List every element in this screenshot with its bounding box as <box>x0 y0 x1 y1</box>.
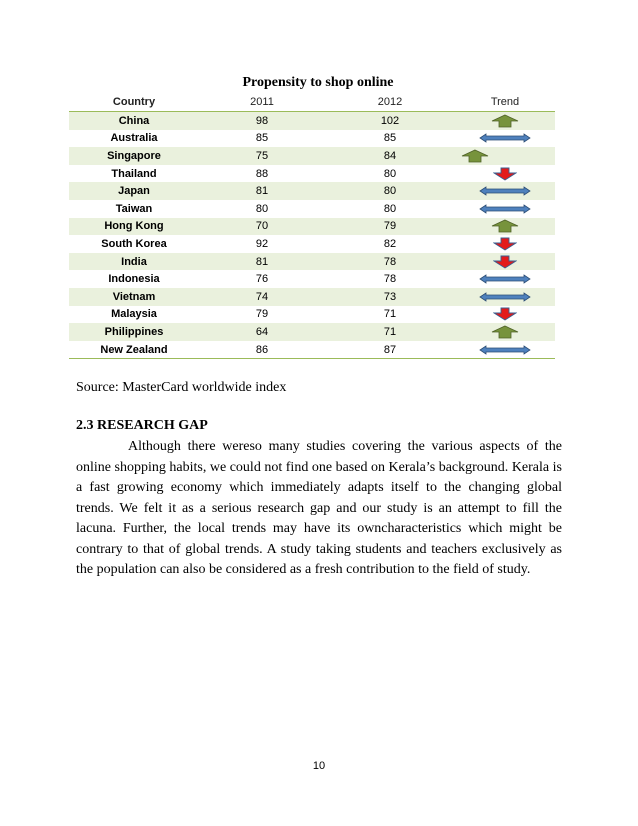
value-2012-cell: 87 <box>325 341 455 359</box>
value-2011-cell: 98 <box>199 112 325 130</box>
value-2012-cell: 85 <box>383 132 397 145</box>
trend-cell <box>455 270 555 288</box>
trend-cell <box>455 130 555 148</box>
value-2011-cell: 81 <box>199 182 325 200</box>
trend-up-icon <box>461 149 489 163</box>
table-body <box>69 112 555 359</box>
table-row <box>69 235 555 253</box>
trend-up-icon <box>491 219 519 233</box>
trend-down-icon <box>493 167 517 181</box>
country-cell: Taiwan <box>115 202 153 215</box>
value-2011-cell: 80 <box>255 202 269 215</box>
trend-cell <box>455 112 555 130</box>
trend-cell <box>455 218 555 236</box>
table-row <box>69 112 555 130</box>
table-row <box>69 182 555 200</box>
table-row <box>69 130 555 148</box>
value-2011-cell: 85 <box>255 132 269 145</box>
trend-cell <box>455 306 555 324</box>
section-heading: 2.3 RESEARCH GAP <box>76 418 208 433</box>
trend-cell <box>455 341 555 359</box>
table-row <box>69 323 555 341</box>
trend-down-icon <box>493 255 517 269</box>
country-cell: India <box>69 253 199 271</box>
value-2011-cell: 79 <box>255 308 269 321</box>
value-2011-cell: 86 <box>199 341 325 359</box>
trend-flat-icon <box>479 204 531 214</box>
table-row <box>69 253 555 271</box>
header-trend: Trend <box>455 92 555 112</box>
trend-up-icon <box>491 114 519 128</box>
country-cell: Japan <box>69 182 199 200</box>
value-2011-cell: 92 <box>255 237 269 250</box>
table-title: Propensity to shop online <box>242 75 394 90</box>
header-2012: 2012 <box>325 92 455 112</box>
table-row <box>69 165 555 183</box>
trend-cell <box>455 182 555 200</box>
value-2012-cell: 78 <box>383 273 397 286</box>
value-2012-cell: 79 <box>325 218 455 236</box>
country-cell: Indonesia <box>108 273 160 286</box>
trend-flat-icon <box>479 274 531 284</box>
value-2012-cell: 73 <box>325 288 455 306</box>
value-2011-cell: 75 <box>199 147 325 165</box>
header-country: Country <box>69 92 199 112</box>
country-cell: Singapore <box>69 147 199 165</box>
country-cell: Thailand <box>111 167 157 180</box>
country-cell: Hong Kong <box>69 218 199 236</box>
trend-flat-icon <box>479 292 531 302</box>
country-cell: Philippines <box>69 323 199 341</box>
country-cell: Vietnam <box>69 288 199 306</box>
value-2012-cell: 71 <box>383 308 397 321</box>
trend-cell <box>455 165 555 183</box>
value-2011-cell: 70 <box>199 218 325 236</box>
trend-cell <box>455 253 555 271</box>
country-cell: Australia <box>110 132 158 145</box>
value-2012-cell: 102 <box>325 112 455 130</box>
trend-cell <box>455 288 555 306</box>
trend-flat-icon <box>479 133 531 143</box>
table-header-row <box>69 92 555 112</box>
value-2012-cell: 80 <box>383 202 397 215</box>
value-2011-cell: 64 <box>199 323 325 341</box>
trend-flat-icon <box>479 345 531 355</box>
country-cell: China <box>69 112 199 130</box>
value-2011-cell: 74 <box>199 288 325 306</box>
value-2011-cell: 88 <box>255 167 269 180</box>
trend-cell <box>455 200 555 218</box>
trend-down-icon <box>493 307 517 321</box>
table-row <box>69 341 555 359</box>
value-2012-cell: 80 <box>325 182 455 200</box>
trend-cell <box>455 235 555 253</box>
trend-flat-icon <box>479 186 531 196</box>
country-cell: New Zealand <box>69 341 199 359</box>
table-row <box>69 306 555 324</box>
table-row <box>69 218 555 236</box>
value-2012-cell: 78 <box>325 253 455 271</box>
propensity-table <box>69 92 555 359</box>
value-2012-cell: 82 <box>383 237 397 250</box>
value-2012-cell: 71 <box>325 323 455 341</box>
page-number: 10 <box>312 760 326 772</box>
trend-cell <box>455 147 555 165</box>
source-note: Source: MasterCard worldwide index <box>76 380 287 395</box>
value-2012-cell: 80 <box>383 167 397 180</box>
trend-cell <box>455 323 555 341</box>
table-row <box>69 288 555 306</box>
country-cell: Malaysia <box>111 308 157 321</box>
table-row <box>69 270 555 288</box>
table-row <box>69 200 555 218</box>
trend-up-icon <box>491 325 519 339</box>
country-cell: South Korea <box>101 237 167 250</box>
value-2011-cell: 81 <box>199 253 325 271</box>
section-paragraph: Although there wereso many studies covering the various aspects of the online shopping habits, we could not find one based on Kerala’s background. Kerala is a fast growing economy which immediately adapts itself to the changing global trends. We felt it as a serious research gap and our study is an attempt to fill the lacuna. Further, the local trends may have its owncharacteristics which might be contrary to that of global trends. A study taking students and teachers exclusively as the population can also be considered as a fresh contribution to the field of study. <box>76 439 562 577</box>
trend-down-icon <box>493 237 517 251</box>
value-2012-cell: 84 <box>325 147 455 165</box>
table-row <box>69 147 555 165</box>
value-2011-cell: 76 <box>255 273 269 286</box>
header-2011: 2011 <box>199 92 325 112</box>
